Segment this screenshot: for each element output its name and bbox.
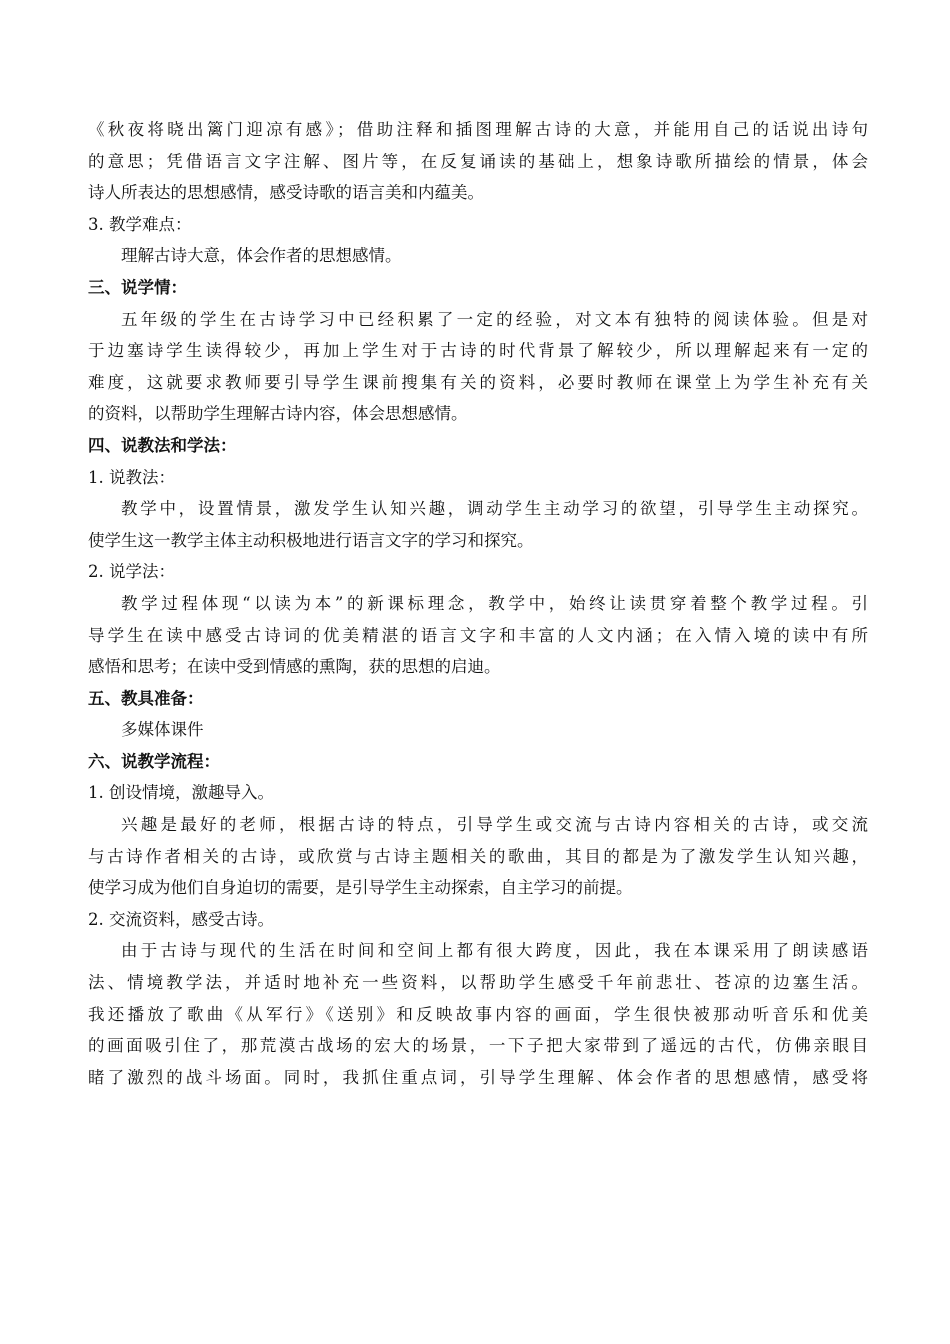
paragraph-line: 难度，这就要求教师要引导学生课前搜集有关的资料，必要时教师在课堂上为学生补充有关 xyxy=(88,372,868,392)
section-heading-methods: 四、说教法和学法： xyxy=(88,435,237,455)
paragraph-line: 兴趣是最好的老师，根据古诗的特点，引导学生或交流与古诗内容相关的古诗，或交流 xyxy=(121,815,868,835)
paragraph-line: 教学中，设置情景，激发学生认知兴趣，调动学生主动学习的欲望，引导学生主动探究。 xyxy=(121,499,868,519)
subheading-step-2: 2. 交流资料，感受古诗。 xyxy=(88,909,274,929)
paragraph-line: 五年级的学生在古诗学习中已经积累了一定的经验，对文本有独特的阅读体验。但是对 xyxy=(121,309,868,329)
section-heading-student-situation: 三、说学情： xyxy=(88,277,187,297)
document-page xyxy=(88,114,868,1093)
paragraph-line: 睹了激烈的战斗场面。同时，我抓住重点词，引导学生理解、体会作者的思想感情，感受将 xyxy=(88,1067,868,1087)
paragraph-line: 我还播放了歌曲《从军行》《送别》和反映故事内容的画面，学生很快被那动听音乐和优美 xyxy=(88,1004,868,1024)
paragraph-line: 的资料，以帮助学生理解古诗内容，体会思想感情。 xyxy=(88,404,468,424)
paragraph-line: 《秋夜将晓出篱门迎凉有感》；借助注释和插图理解古诗的大意，并能用自己的话说出诗句 xyxy=(88,120,868,139)
paragraph-line: 理解古诗大意，体会作者的思想感情。 xyxy=(121,246,402,266)
paragraph-line: 法、情境教学法，并适时地补充一些资料，以帮助学生感受千年前悲壮、苍凉的边塞生活。 xyxy=(88,973,868,993)
paragraph-line: 的意思；凭借语言文字注解、图片等，在反复诵读的基础上，想象诗歌所描绘的情景，体会 xyxy=(88,151,868,171)
paragraph-line: 与古诗作者相关的古诗，或欣赏与古诗主题相关的歌曲，其目的都是为了激发学生认知兴趣， xyxy=(88,846,868,866)
paragraph-line: 诗人所表达的思想感情，感受诗歌的语言美和内蕴美。 xyxy=(88,183,484,203)
paragraph-line: 由于古诗与现代的生活在时间和空间上都有很大跨度，因此，我在本课采用了朗读感语 xyxy=(121,941,868,961)
subheading-step-1: 1. 创设情境，激趣导入。 xyxy=(88,783,274,803)
paragraph-line: 感悟和思考；在读中受到情感的熏陶，获的思想的启迪。 xyxy=(88,657,501,677)
subheading-teaching-method: 1. 说教法： xyxy=(88,467,175,487)
paragraph-line: 于边塞诗学生读得较少，再加上学生对于古诗的时代背景了解较少，所以理解起来有一定的 xyxy=(88,341,868,361)
section-heading-teaching-aids: 五、教具准备： xyxy=(88,688,204,708)
paragraph-line: 多媒体课件 xyxy=(121,720,204,740)
paragraph-line: 教学过程体现“以读为本”的新课标理念，教学中，始终让读贯穿着整个教学过程。引 xyxy=(121,593,868,613)
paragraph-line: 的画面吸引住了，那荒漠古战场的宏大的场景，一下子把大家带到了遥远的古代，仿佛亲眼目 xyxy=(88,1036,868,1056)
subheading-teaching-difficulty: 3. 教学难点： xyxy=(88,214,192,234)
paragraph-line: 使学习成为他们自身迫切的需要，是引导学生主动探索，自主学习的前提。 xyxy=(88,878,633,898)
section-heading-teaching-process: 六、说教学流程： xyxy=(88,751,220,771)
paragraph-line: 使学生这一教学主体主动积极地进行语言文字的学习和探究。 xyxy=(88,530,534,550)
subheading-learning-method: 2. 说学法： xyxy=(88,562,175,582)
paragraph-line: 导学生在读中感受古诗词的优美精湛的语言文字和丰富的人文内涵；在入情入境的读中有所 xyxy=(88,625,868,645)
